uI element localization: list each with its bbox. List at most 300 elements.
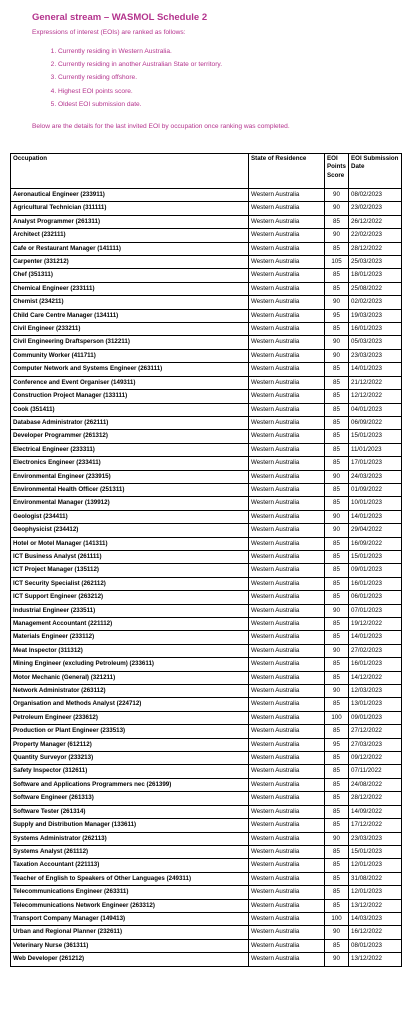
state-cell: Western Australia xyxy=(249,886,325,899)
occupation-cell: Transport Company Manager (149413) xyxy=(11,912,249,925)
occupation-cell: Production or Plant Engineer (233513) xyxy=(11,725,249,738)
date-cell: 07/11/2022 xyxy=(349,765,402,778)
table-row xyxy=(11,189,402,202)
occupation-cell: Petroleum Engineer (233612) xyxy=(11,711,249,724)
state-cell: Western Australia xyxy=(249,309,325,322)
state-cell: Western Australia xyxy=(249,443,325,456)
table-row xyxy=(11,631,402,644)
date-cell: 27/12/2022 xyxy=(349,725,402,738)
date-cell: 14/01/2023 xyxy=(349,631,402,644)
table-row xyxy=(11,229,402,242)
state-cell: Western Australia xyxy=(249,510,325,523)
points-cell: 85 xyxy=(325,416,349,429)
state-cell: Western Australia xyxy=(249,296,325,309)
table-row xyxy=(11,202,402,215)
date-cell: 09/01/2023 xyxy=(349,711,402,724)
occupation-cell: Software Tester (261314) xyxy=(11,805,249,818)
points-cell: 85 xyxy=(325,363,349,376)
date-cell: 05/03/2023 xyxy=(349,336,402,349)
points-cell: 95 xyxy=(325,738,349,751)
points-cell: 90 xyxy=(325,336,349,349)
date-cell: 09/01/2023 xyxy=(349,564,402,577)
points-cell: 85 xyxy=(325,591,349,604)
state-cell: Western Australia xyxy=(249,765,325,778)
state-cell: Western Australia xyxy=(249,738,325,751)
state-cell: Western Australia xyxy=(249,939,325,952)
date-cell: 16/01/2023 xyxy=(349,658,402,671)
state-cell: Western Australia xyxy=(249,497,325,510)
date-cell: 12/01/2023 xyxy=(349,859,402,872)
date-cell: 28/12/2022 xyxy=(349,792,402,805)
occupation-cell: Civil Engineering Draftsperson (312211) xyxy=(11,336,249,349)
points-cell: 85 xyxy=(325,805,349,818)
points-cell: 85 xyxy=(325,483,349,496)
occupation-cell: Carpenter (331212) xyxy=(11,256,249,269)
table-header-row xyxy=(11,154,402,189)
points-cell: 90 xyxy=(325,510,349,523)
state-cell: Western Australia xyxy=(249,591,325,604)
table-row xyxy=(11,483,402,496)
table-row xyxy=(11,926,402,939)
table-row xyxy=(11,859,402,872)
points-cell: 85 xyxy=(325,819,349,832)
date-cell: 16/01/2023 xyxy=(349,577,402,590)
date-cell: 15/01/2023 xyxy=(349,845,402,858)
occupation-cell: Civil Engineer (233211) xyxy=(11,323,249,336)
date-cell: 14/03/2023 xyxy=(349,912,402,925)
state-cell: Western Australia xyxy=(249,215,325,228)
date-cell: 15/01/2023 xyxy=(349,550,402,563)
points-cell: 85 xyxy=(325,725,349,738)
table-row xyxy=(11,376,402,389)
points-cell: 90 xyxy=(325,524,349,537)
table-intro-note: Below are the details for the last invited EOI by occupation once ranking was completed. xyxy=(32,123,290,130)
state-cell: Western Australia xyxy=(249,349,325,362)
table-row xyxy=(11,430,402,443)
page-title: General stream – WASMOL Schedule 2 xyxy=(32,12,208,23)
state-cell: Western Australia xyxy=(249,363,325,376)
state-cell: Western Australia xyxy=(249,711,325,724)
table-row xyxy=(11,658,402,671)
table-row xyxy=(11,577,402,590)
table-row xyxy=(11,457,402,470)
occupation-cell: Electrical Engineer (233311) xyxy=(11,443,249,456)
date-cell: 06/09/2022 xyxy=(349,416,402,429)
points-cell: 85 xyxy=(325,215,349,228)
date-cell: 26/12/2022 xyxy=(349,215,402,228)
points-cell: 85 xyxy=(325,872,349,885)
occupation-cell: Computer Network and Systems Engineer (263111) xyxy=(11,363,249,376)
state-cell: Western Australia xyxy=(249,202,325,215)
occupation-cell: Organisation and Methods Analyst (224712) xyxy=(11,698,249,711)
table-row xyxy=(11,711,402,724)
state-cell: Western Australia xyxy=(249,524,325,537)
table-row xyxy=(11,497,402,510)
points-cell: 85 xyxy=(325,457,349,470)
occupation-cell: Mining Engineer (excluding Petroleum) (233611) xyxy=(11,658,249,671)
points-cell: 85 xyxy=(325,550,349,563)
state-cell: Western Australia xyxy=(249,256,325,269)
criteria-item: 4. Highest EOI points score. xyxy=(58,85,222,98)
table-row xyxy=(11,886,402,899)
state-cell: Western Australia xyxy=(249,953,325,966)
occupation-cell: Environmental Engineer (233915) xyxy=(11,470,249,483)
points-cell: 85 xyxy=(325,564,349,577)
points-cell: 85 xyxy=(325,671,349,684)
occupation-cell: Database Administrator (262111) xyxy=(11,416,249,429)
points-cell: 85 xyxy=(325,778,349,791)
state-cell: Western Australia xyxy=(249,926,325,939)
occupation-cell: Property Manager (612112) xyxy=(11,738,249,751)
state-cell: Western Australia xyxy=(249,403,325,416)
points-cell: 85 xyxy=(325,282,349,295)
table-row xyxy=(11,685,402,698)
points-cell: 85 xyxy=(325,792,349,805)
table-row xyxy=(11,524,402,537)
criteria-item: 2. Currently residing in another Australian State or territory. xyxy=(58,58,222,71)
points-cell: 90 xyxy=(325,926,349,939)
date-cell: 15/01/2023 xyxy=(349,430,402,443)
table-row xyxy=(11,215,402,228)
state-cell: Western Australia xyxy=(249,483,325,496)
state-cell: Western Australia xyxy=(249,845,325,858)
state-cell: Western Australia xyxy=(249,778,325,791)
date-cell: 09/12/2022 xyxy=(349,752,402,765)
table-row xyxy=(11,470,402,483)
state-cell: Western Australia xyxy=(249,430,325,443)
table-row xyxy=(11,953,402,966)
state-cell: Western Australia xyxy=(249,390,325,403)
occupation-cell: Developer Programmer (261312) xyxy=(11,430,249,443)
occupation-cell: Motor Mechanic (General) (321211) xyxy=(11,671,249,684)
table-row xyxy=(11,778,402,791)
occupation-cell: Web Developer (261212) xyxy=(11,953,249,966)
criteria-item: 3. Currently residing offshore. xyxy=(58,71,222,84)
date-cell: 04/01/2023 xyxy=(349,403,402,416)
criteria-item: 1. Currently residing in Western Australia. xyxy=(58,45,222,58)
state-cell: Western Australia xyxy=(249,457,325,470)
date-cell: 12/01/2023 xyxy=(349,886,402,899)
points-cell: 90 xyxy=(325,202,349,215)
table-row xyxy=(11,256,402,269)
header-occupation: Occupation xyxy=(11,154,249,189)
occupation-cell: Supply and Distribution Manager (133611) xyxy=(11,819,249,832)
state-cell: Western Australia xyxy=(249,564,325,577)
table-row xyxy=(11,939,402,952)
state-cell: Western Australia xyxy=(249,323,325,336)
state-cell: Western Australia xyxy=(249,698,325,711)
points-cell: 85 xyxy=(325,443,349,456)
state-cell: Western Australia xyxy=(249,618,325,631)
state-cell: Western Australia xyxy=(249,832,325,845)
date-cell: 14/12/2022 xyxy=(349,671,402,684)
table-row xyxy=(11,765,402,778)
occupation-cell: Architect (232111) xyxy=(11,229,249,242)
occupation-cell: ICT Project Manager (135112) xyxy=(11,564,249,577)
date-cell: 01/09/2022 xyxy=(349,483,402,496)
table-row xyxy=(11,242,402,255)
points-cell: 90 xyxy=(325,832,349,845)
points-cell: 85 xyxy=(325,323,349,336)
occupation-cell: Construction Project Manager (133111) xyxy=(11,390,249,403)
eoi-table xyxy=(10,153,402,967)
occupation-cell: Network Administrator (263112) xyxy=(11,685,249,698)
date-cell: 24/08/2022 xyxy=(349,778,402,791)
state-cell: Western Australia xyxy=(249,577,325,590)
occupation-cell: Industrial Engineer (233511) xyxy=(11,604,249,617)
points-cell: 90 xyxy=(325,644,349,657)
table-row xyxy=(11,309,402,322)
points-cell: 90 xyxy=(325,229,349,242)
date-cell: 02/02/2023 xyxy=(349,296,402,309)
points-cell: 90 xyxy=(325,189,349,202)
table-row xyxy=(11,510,402,523)
state-cell: Western Australia xyxy=(249,336,325,349)
occupation-cell: Chemist (234211) xyxy=(11,296,249,309)
state-cell: Western Australia xyxy=(249,685,325,698)
table-row xyxy=(11,899,402,912)
points-cell: 100 xyxy=(325,711,349,724)
date-cell: 11/01/2023 xyxy=(349,443,402,456)
state-cell: Western Australia xyxy=(249,805,325,818)
date-cell: 12/03/2023 xyxy=(349,685,402,698)
table-row xyxy=(11,698,402,711)
occupation-cell: Veterinary Nurse (361311) xyxy=(11,939,249,952)
points-cell: 85 xyxy=(325,577,349,590)
points-cell: 85 xyxy=(325,899,349,912)
table-row xyxy=(11,591,402,604)
state-cell: Western Australia xyxy=(249,725,325,738)
date-cell: 18/01/2023 xyxy=(349,269,402,282)
occupation-cell: Conference and Event Organiser (149311) xyxy=(11,376,249,389)
date-cell: 25/08/2022 xyxy=(349,282,402,295)
points-cell: 85 xyxy=(325,430,349,443)
table-row xyxy=(11,349,402,362)
date-cell: 13/12/2022 xyxy=(349,899,402,912)
table-row xyxy=(11,805,402,818)
occupation-cell: Aeronautical Engineer (233911) xyxy=(11,189,249,202)
state-cell: Western Australia xyxy=(249,899,325,912)
state-cell: Western Australia xyxy=(249,537,325,550)
table-row xyxy=(11,792,402,805)
table-row xyxy=(11,269,402,282)
points-cell: 90 xyxy=(325,953,349,966)
state-cell: Western Australia xyxy=(249,550,325,563)
points-cell: 90 xyxy=(325,296,349,309)
table-row xyxy=(11,363,402,376)
table-row xyxy=(11,912,402,925)
occupation-cell: Cook (351411) xyxy=(11,403,249,416)
date-cell: 28/12/2022 xyxy=(349,242,402,255)
date-cell: 13/01/2023 xyxy=(349,698,402,711)
points-cell: 85 xyxy=(325,658,349,671)
date-cell: 23/03/2023 xyxy=(349,832,402,845)
table-row xyxy=(11,403,402,416)
date-cell: 29/04/2022 xyxy=(349,524,402,537)
table-row xyxy=(11,416,402,429)
table-row xyxy=(11,537,402,550)
points-cell: 85 xyxy=(325,886,349,899)
points-cell: 85 xyxy=(325,765,349,778)
points-cell: 85 xyxy=(325,537,349,550)
date-cell: 08/02/2023 xyxy=(349,189,402,202)
table-row xyxy=(11,872,402,885)
date-cell: 23/02/2023 xyxy=(349,202,402,215)
occupation-cell: Cafe or Restaurant Manager (141111) xyxy=(11,242,249,255)
occupation-cell: Software Engineer (261313) xyxy=(11,792,249,805)
table-row xyxy=(11,336,402,349)
occupation-cell: Telecommunications Engineer (263311) xyxy=(11,886,249,899)
occupation-cell: Chemical Engineer (233111) xyxy=(11,282,249,295)
state-cell: Western Australia xyxy=(249,470,325,483)
date-cell: 21/12/2022 xyxy=(349,376,402,389)
occupation-cell: ICT Support Engineer (263212) xyxy=(11,591,249,604)
table-row xyxy=(11,618,402,631)
date-cell: 23/03/2023 xyxy=(349,349,402,362)
points-cell: 85 xyxy=(325,376,349,389)
occupation-cell: Materials Engineer (233112) xyxy=(11,631,249,644)
date-cell: 14/01/2023 xyxy=(349,510,402,523)
points-cell: 85 xyxy=(325,242,349,255)
points-cell: 85 xyxy=(325,390,349,403)
state-cell: Western Australia xyxy=(249,872,325,885)
criteria-item: 5. Oldest EOI submission date. xyxy=(58,98,222,111)
table-row xyxy=(11,550,402,563)
date-cell: 25/03/2023 xyxy=(349,256,402,269)
date-cell: 19/12/2022 xyxy=(349,618,402,631)
table-row xyxy=(11,323,402,336)
date-cell: 22/02/2023 xyxy=(349,229,402,242)
state-cell: Western Australia xyxy=(249,631,325,644)
state-cell: Western Australia xyxy=(249,604,325,617)
occupation-cell: Agricultural Technician (311111) xyxy=(11,202,249,215)
header-points: EOI Points Score xyxy=(325,154,349,189)
occupation-cell: Quantity Surveyor (233213) xyxy=(11,752,249,765)
occupation-cell: Systems Administrator (262113) xyxy=(11,832,249,845)
table-row xyxy=(11,390,402,403)
state-cell: Western Australia xyxy=(249,792,325,805)
occupation-cell: Environmental Manager (139912) xyxy=(11,497,249,510)
state-cell: Western Australia xyxy=(249,269,325,282)
date-cell: 31/08/2022 xyxy=(349,872,402,885)
date-cell: 07/01/2023 xyxy=(349,604,402,617)
header-date: EOI Submission Date xyxy=(349,154,402,189)
table-row xyxy=(11,832,402,845)
points-cell: 90 xyxy=(325,685,349,698)
state-cell: Western Australia xyxy=(249,859,325,872)
date-cell: 14/01/2023 xyxy=(349,363,402,376)
date-cell: 16/01/2023 xyxy=(349,323,402,336)
points-cell: 105 xyxy=(325,256,349,269)
date-cell: 17/01/2023 xyxy=(349,457,402,470)
occupation-cell: Analyst Programmer (261311) xyxy=(11,215,249,228)
date-cell: 14/09/2022 xyxy=(349,805,402,818)
occupation-cell: Safety Inspector (312611) xyxy=(11,765,249,778)
points-cell: 85 xyxy=(325,859,349,872)
points-cell: 85 xyxy=(325,631,349,644)
occupation-cell: Meat Inspector (311312) xyxy=(11,644,249,657)
state-cell: Western Australia xyxy=(249,376,325,389)
points-cell: 85 xyxy=(325,497,349,510)
occupation-cell: Systems Analyst (261112) xyxy=(11,845,249,858)
table-row xyxy=(11,644,402,657)
table-row xyxy=(11,752,402,765)
date-cell: 16/12/2022 xyxy=(349,926,402,939)
table-row xyxy=(11,604,402,617)
table-row xyxy=(11,819,402,832)
points-cell: 85 xyxy=(325,403,349,416)
date-cell: 17/12/2022 xyxy=(349,819,402,832)
table-row xyxy=(11,296,402,309)
date-cell: 12/12/2022 xyxy=(349,390,402,403)
table-row xyxy=(11,564,402,577)
date-cell: 27/02/2023 xyxy=(349,644,402,657)
state-cell: Western Australia xyxy=(249,752,325,765)
date-cell: 24/03/2023 xyxy=(349,470,402,483)
state-cell: Western Australia xyxy=(249,644,325,657)
ranking-criteria-list xyxy=(32,45,222,111)
points-cell: 85 xyxy=(325,269,349,282)
date-cell: 06/01/2023 xyxy=(349,591,402,604)
points-cell: 85 xyxy=(325,752,349,765)
occupation-cell: Telecommunications Network Engineer (263312) xyxy=(11,899,249,912)
state-cell: Western Australia xyxy=(249,229,325,242)
points-cell: 90 xyxy=(325,349,349,362)
points-cell: 85 xyxy=(325,698,349,711)
header-state: State of Residence xyxy=(249,154,325,189)
occupation-cell: Geologist (234411) xyxy=(11,510,249,523)
date-cell: 10/01/2023 xyxy=(349,497,402,510)
occupation-cell: ICT Security Specialist (262112) xyxy=(11,577,249,590)
occupation-cell: Community Worker (411711) xyxy=(11,349,249,362)
table-row xyxy=(11,443,402,456)
occupation-cell: Electronics Engineer (233411) xyxy=(11,457,249,470)
state-cell: Western Australia xyxy=(249,671,325,684)
occupation-cell: ICT Business Analyst (261111) xyxy=(11,550,249,563)
table-row xyxy=(11,845,402,858)
state-cell: Western Australia xyxy=(249,819,325,832)
date-cell: 13/12/2022 xyxy=(349,953,402,966)
table-row xyxy=(11,725,402,738)
state-cell: Western Australia xyxy=(249,242,325,255)
date-cell: 16/09/2022 xyxy=(349,537,402,550)
points-cell: 95 xyxy=(325,309,349,322)
date-cell: 27/03/2023 xyxy=(349,738,402,751)
points-cell: 90 xyxy=(325,470,349,483)
intro-text: Expressions of interest (EOIs) are ranked as follows: xyxy=(32,29,186,36)
occupation-cell: Chef (351311) xyxy=(11,269,249,282)
state-cell: Western Australia xyxy=(249,416,325,429)
points-cell: 85 xyxy=(325,845,349,858)
points-cell: 100 xyxy=(325,912,349,925)
state-cell: Western Australia xyxy=(249,912,325,925)
points-cell: 85 xyxy=(325,618,349,631)
date-cell: 08/01/2023 xyxy=(349,939,402,952)
state-cell: Western Australia xyxy=(249,282,325,295)
state-cell: Western Australia xyxy=(249,189,325,202)
occupation-cell: Management Accountant (221112) xyxy=(11,618,249,631)
occupation-cell: Urban and Regional Planner (232611) xyxy=(11,926,249,939)
occupation-cell: Teacher of English to Speakers of Other Languages (249311) xyxy=(11,872,249,885)
table-row xyxy=(11,282,402,295)
occupation-cell: Child Care Centre Manager (134111) xyxy=(11,309,249,322)
points-cell: 90 xyxy=(325,604,349,617)
occupation-cell: Software and Applications Programmers nec (261399) xyxy=(11,778,249,791)
occupation-cell: Environmental Health Officer (251311) xyxy=(11,483,249,496)
table-row xyxy=(11,671,402,684)
table-body xyxy=(11,189,402,967)
occupation-cell: Geophysicist (234412) xyxy=(11,524,249,537)
